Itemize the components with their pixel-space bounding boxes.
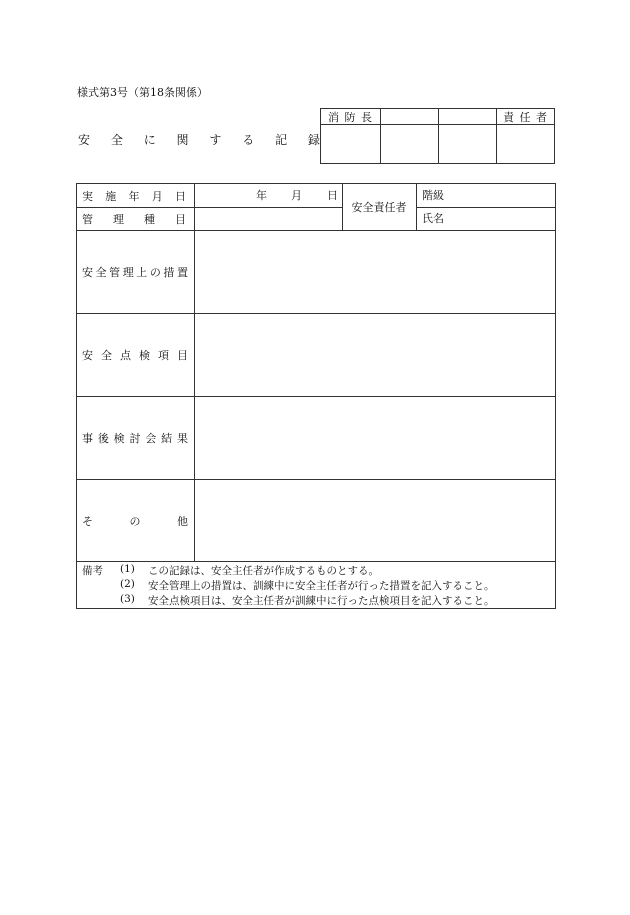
- section-label-char: 項: [158, 349, 169, 362]
- date-label-char: 日: [175, 189, 186, 203]
- remark-text: この記録は、安全主任者が作成するものとする。: [148, 565, 379, 577]
- section-label-char: 管: [109, 266, 121, 279]
- section-label-char: の: [149, 266, 161, 279]
- fire-chief-char: 長: [361, 110, 372, 124]
- fire-chief-char: 消: [328, 110, 339, 124]
- section-label-char: 会: [145, 432, 157, 445]
- year-label: 年: [256, 189, 267, 202]
- month-label: 月: [291, 189, 302, 202]
- remark-text: 安全管理上の措置は、訓練中に安全主任者が行った措置を記入すること。: [148, 580, 495, 592]
- responsible-person-label: [503, 109, 547, 124]
- title-char: る: [242, 132, 255, 147]
- section-label-char: 目: [177, 349, 188, 362]
- section-label-char: 安: [82, 266, 93, 279]
- section-label-char: そ: [82, 514, 93, 528]
- date-label-char: 実: [82, 189, 93, 203]
- section-label-char: 置: [176, 266, 188, 279]
- date-label-char: 年: [128, 189, 140, 203]
- remark-number: (1): [120, 563, 135, 575]
- mgmt-label-char: 目: [175, 212, 186, 226]
- section-label-char: 結: [161, 432, 173, 445]
- safety-officer-label: 安全責任者: [351, 201, 407, 214]
- date-label-char: 施: [105, 189, 117, 203]
- section-label-char: 上: [136, 266, 148, 279]
- responsible-char: 責: [503, 110, 514, 124]
- title-char: 関: [176, 132, 189, 147]
- title-char: す: [209, 132, 222, 147]
- section-label-char: 事: [82, 432, 93, 445]
- section-review-results: [82, 397, 188, 479]
- title-char: 全: [110, 132, 123, 147]
- remarks-label: 備考: [82, 565, 103, 577]
- implementation-date-label: [82, 184, 186, 207]
- document-title: [78, 128, 320, 150]
- section-label-char: 果: [176, 432, 188, 445]
- mgmt-label-char: 種: [144, 212, 155, 226]
- name-label: 氏名: [422, 212, 444, 225]
- day-label: 日: [327, 189, 338, 202]
- title-char: 安: [78, 132, 91, 147]
- section-label-char: の: [129, 514, 141, 528]
- section-label-char: 討: [129, 432, 141, 445]
- fire-chief-char: 防: [344, 110, 356, 124]
- remark-number: (3): [120, 593, 135, 605]
- mgmt-label-char: 理: [113, 212, 124, 226]
- mgmt-label-char: 管: [82, 212, 93, 226]
- section-label-char: 全: [101, 349, 112, 362]
- section-label-char: 全: [95, 266, 107, 279]
- title-char: 記: [275, 132, 288, 147]
- remark-number: (2): [120, 578, 135, 590]
- title-char: 録: [307, 132, 320, 147]
- section-safety-inspection: [82, 314, 188, 396]
- rank-label: 階級: [422, 189, 444, 202]
- section-label-char: 安: [82, 349, 93, 362]
- date-label-char: 月: [151, 189, 163, 203]
- section-label-char: 点: [120, 349, 131, 362]
- section-safety-measures: [82, 231, 188, 313]
- section-label-char: 措: [163, 266, 175, 279]
- section-label-char: 検: [139, 349, 150, 362]
- form-reference: 様式第3号（第18条関係）: [77, 86, 208, 99]
- section-label-char: 理: [122, 266, 134, 279]
- responsible-char: 任: [519, 110, 531, 124]
- section-label-char: 後: [97, 432, 109, 445]
- section-label-char: 他: [177, 514, 188, 528]
- responsible-char: 者: [536, 110, 547, 124]
- management-type-label: [82, 207, 186, 230]
- title-char: に: [143, 132, 156, 147]
- section-label-char: 検: [113, 432, 125, 445]
- fire-chief-label: [328, 109, 372, 124]
- remark-text: 安全点検項目は、安全主任者が訓練中に行った点検項目を記入すること。: [148, 595, 495, 607]
- section-other: [82, 480, 188, 561]
